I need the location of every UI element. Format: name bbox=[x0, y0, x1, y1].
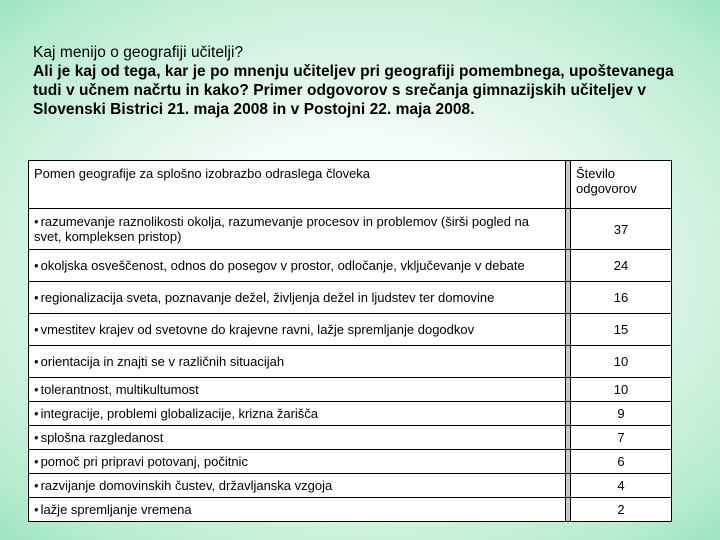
table-row bbox=[29, 450, 672, 474]
row-count: 10 bbox=[571, 378, 672, 402]
row-text: tolerantnost, multikultumost bbox=[40, 382, 199, 397]
row-topic bbox=[29, 498, 566, 522]
bullet-icon: • bbox=[34, 454, 39, 469]
row-text: splošna razgledanost bbox=[40, 430, 164, 445]
row-topic bbox=[29, 209, 566, 250]
row-text: integracije, problemi globalizacije, krizna žarišča bbox=[40, 406, 319, 421]
row-count: 9 bbox=[571, 402, 672, 426]
row-topic bbox=[29, 314, 566, 346]
row-topic bbox=[29, 450, 566, 474]
table-row bbox=[29, 474, 672, 498]
bullet-icon: • bbox=[34, 354, 39, 369]
bullet-icon: • bbox=[34, 290, 39, 305]
row-count: 7 bbox=[571, 426, 672, 450]
row-topic bbox=[29, 346, 566, 378]
table-row bbox=[29, 402, 672, 426]
header-topic: Pomen geografije za splošno izobrazbo odraslega človeka bbox=[29, 161, 566, 209]
table-row bbox=[29, 250, 672, 282]
row-text: okoljska osveščenost, odnos do posegov v prostor, odločanje, vključevanje v debate bbox=[40, 258, 525, 273]
row-topic bbox=[29, 282, 566, 314]
heading-subquestion: Ali je kaj od tega, kar je po mnenju učiteljev pri geografiji pomembnega, upoštevanega tudi v učnem načrtu in kako? Primer odgovorov s srečanja gimnazijskih učiteljev v Slovenski Bistrici 21. maja 2008 in v Postojni 22. maja 2008. bbox=[33, 63, 674, 118]
bullet-icon: • bbox=[34, 502, 39, 517]
heading bbox=[33, 43, 703, 119]
heading-question: Kaj menijo o geografiji učitelji? bbox=[33, 44, 244, 61]
row-text: razvijanje domovinskih čustev, državljanska vzgoja bbox=[40, 478, 333, 493]
row-topic bbox=[29, 426, 566, 450]
row-topic bbox=[29, 402, 566, 426]
bullet-icon: • bbox=[34, 478, 39, 493]
row-text: vmestitev krajev od svetovne do krajevne ravni, lažje spremljanje dogodkov bbox=[40, 322, 475, 337]
table-row bbox=[29, 378, 672, 402]
table-row bbox=[29, 314, 672, 346]
table-row bbox=[29, 282, 672, 314]
header-count: Število odgovorov bbox=[571, 161, 672, 209]
row-text: razumevanje raznolikosti okolja, razumevanje procesov in problemov (širši pogled na svet, kompleksen pristop) bbox=[34, 214, 530, 244]
row-text: regionalizacija sveta, poznavanje dežel, življenja dežel in ljudstev ter domovine bbox=[40, 290, 495, 305]
table-row bbox=[29, 426, 672, 450]
row-topic bbox=[29, 474, 566, 498]
table-row bbox=[29, 346, 672, 378]
table-row bbox=[29, 209, 672, 250]
row-count: 37 bbox=[571, 209, 672, 250]
row-count: 2 bbox=[571, 498, 672, 522]
row-topic bbox=[29, 250, 566, 282]
row-count: 15 bbox=[571, 314, 672, 346]
bullet-icon: • bbox=[34, 406, 39, 421]
row-count: 10 bbox=[571, 346, 672, 378]
bullet-icon: • bbox=[34, 214, 39, 229]
row-count: 16 bbox=[571, 282, 672, 314]
bullet-icon: • bbox=[34, 430, 39, 445]
bullet-icon: • bbox=[34, 382, 39, 397]
bullet-icon: • bbox=[34, 322, 39, 337]
row-text: lažje spremljanje vremena bbox=[40, 502, 192, 517]
table-header-row bbox=[29, 161, 672, 209]
row-count: 4 bbox=[571, 474, 672, 498]
row-count: 24 bbox=[571, 250, 672, 282]
table-row bbox=[29, 498, 672, 522]
row-count: 6 bbox=[571, 450, 672, 474]
row-topic bbox=[29, 378, 566, 402]
row-text: orientacija in znajti se v različnih situacijah bbox=[40, 354, 285, 369]
row-text: pomoč pri pripravi potovanj, počitnic bbox=[40, 454, 248, 469]
bullet-icon: • bbox=[34, 258, 39, 273]
results-table bbox=[28, 160, 672, 522]
